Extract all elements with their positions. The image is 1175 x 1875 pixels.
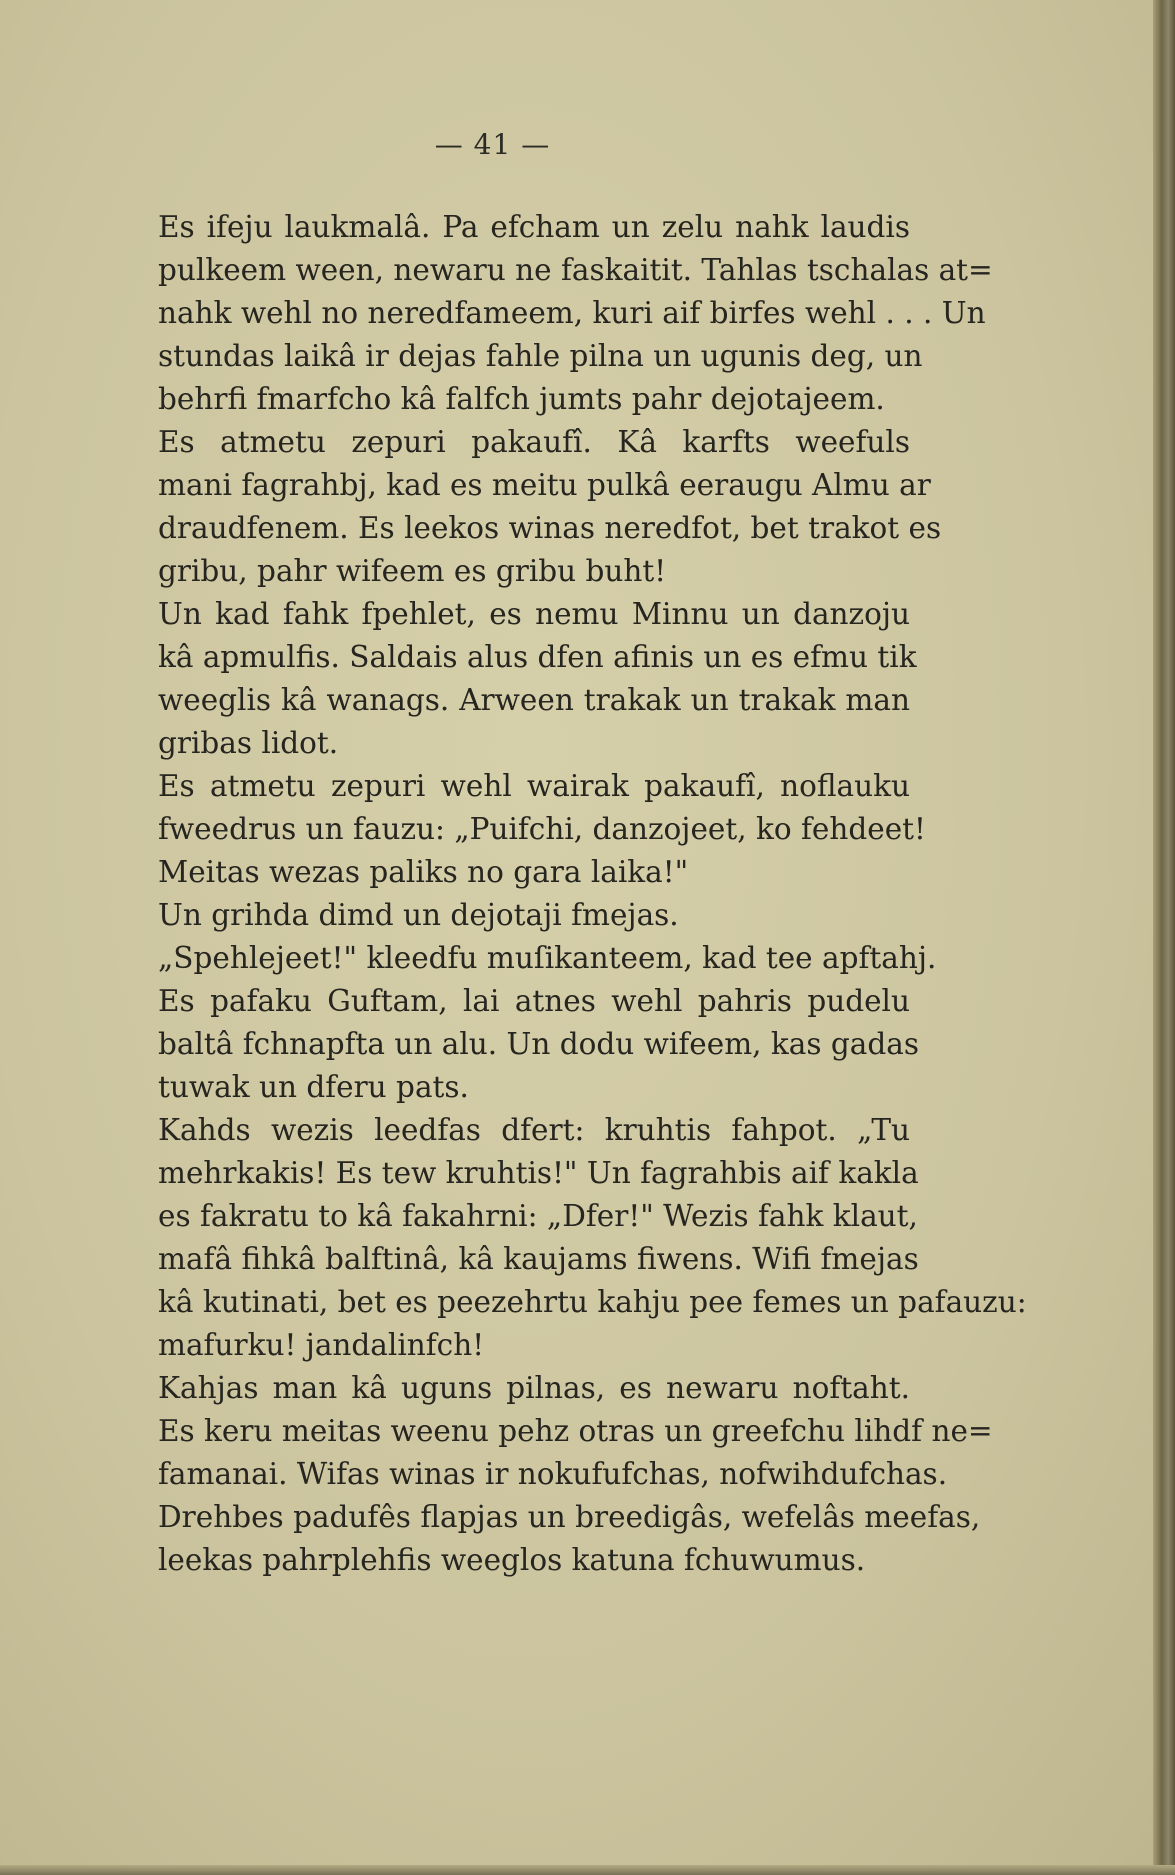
page-edge-bottom [0,1865,1175,1875]
text-line: Es atmetu zepuri pakaufî. Kâ karfts weefuls [158,425,910,459]
text-line: fweedrus un fauzu: „Puifchi, danzojeet, ko fehdeet! [158,812,926,846]
text-line: mehrkakis! Es tew kruhtis!" Un fagrahbis aif kakla [158,1156,919,1190]
text-line: „Spehlejeet!" kleedfu muſikanteem, kad tee apftahj. [158,941,937,975]
text-line: pulkeem ween, newaru ne faskaitit. Tahlas tschalas at= [158,253,993,287]
text-line: gribas lidot. [158,726,339,760]
page-number: — 41 — [434,128,551,161]
text-line: nahk wehl no neredfameem, kuri aif birfes wehl . . . Un [158,296,986,330]
text-line: Drehbes padufês flapjas un breedigâs, wefelâs meefas, [158,1500,981,1534]
text-line: baltâ fchnapfta un alu. Un dodu wifeem, kas gadas [158,1027,919,1061]
text-line: es fakratu to kâ fakahrni: „Dfer!" Wezis fahk klaut, [158,1199,918,1233]
text-line: Es atmetu zepuri wehl wairak pakaufî, noflauku [158,769,910,803]
text-line: mafurku! jandalinfch! [158,1328,485,1362]
text-line: kâ kutinati, bet es peezehrtu kahju pee femes un pafauzu: [158,1285,1027,1319]
text-line: Meitas wezas paliks no gara laika!" [158,855,689,889]
text-line: Es pafaku Guftam, lai atnes wehl pahris pudelu [158,984,910,1018]
text-line: draudfenem. Es leekos winas neredfot, bet trakot es [158,511,942,545]
text-line: tuwak un dferu pats. [158,1070,469,1104]
text-line: kâ apmulfis. Saldais alus dfen afinis un es efmu tik [158,640,917,674]
text-line: gribu, pahr wifeem es gribu buht! [158,554,667,588]
text-line: Es ifeju laukmalâ. Pa efcham un zelu nahk laudis [158,210,910,244]
text-line: Un grihda dimd un dejotaji fmejas. [158,898,679,932]
text-line: famanai. Wifas winas ir nokufufchas, nofwihdufchas. [158,1457,948,1491]
text-line: Un kad fahk fpehlet, es nemu Minnu un danzoju [158,597,910,631]
text-line: behrfi fmarfcho kâ falfch jumts pahr dejotajeem. [158,382,885,416]
text-line: Es keru meitas weenu pehz otras un greefchu lihdf ne= [158,1414,993,1448]
text-line: Kahjas man kâ uguns pilnas, es newaru noftaht. [158,1371,910,1405]
text-line: Kahds wezis leedfas dfert: kruhtis fahpot. „Tu [158,1113,910,1147]
page-edge-right [1153,0,1175,1875]
body-text [158,206,1027,1582]
text-line: stundas laikâ ir dejas fahle pilna un ugunis deg, un [158,339,923,373]
text-line: mafâ fihkâ balftinâ, kâ kaujams fiwens. Wifi fmejas [158,1242,919,1276]
text-line: mani fagrahbj, kad es meitu pulkâ eeraugu Almu ar [158,468,931,502]
text-line: weeglis kâ wanags. Arween trakak un trakak man [158,683,910,717]
text-line: leekas pahrplehfis weeglos katuna fchuwumus. [158,1543,866,1577]
